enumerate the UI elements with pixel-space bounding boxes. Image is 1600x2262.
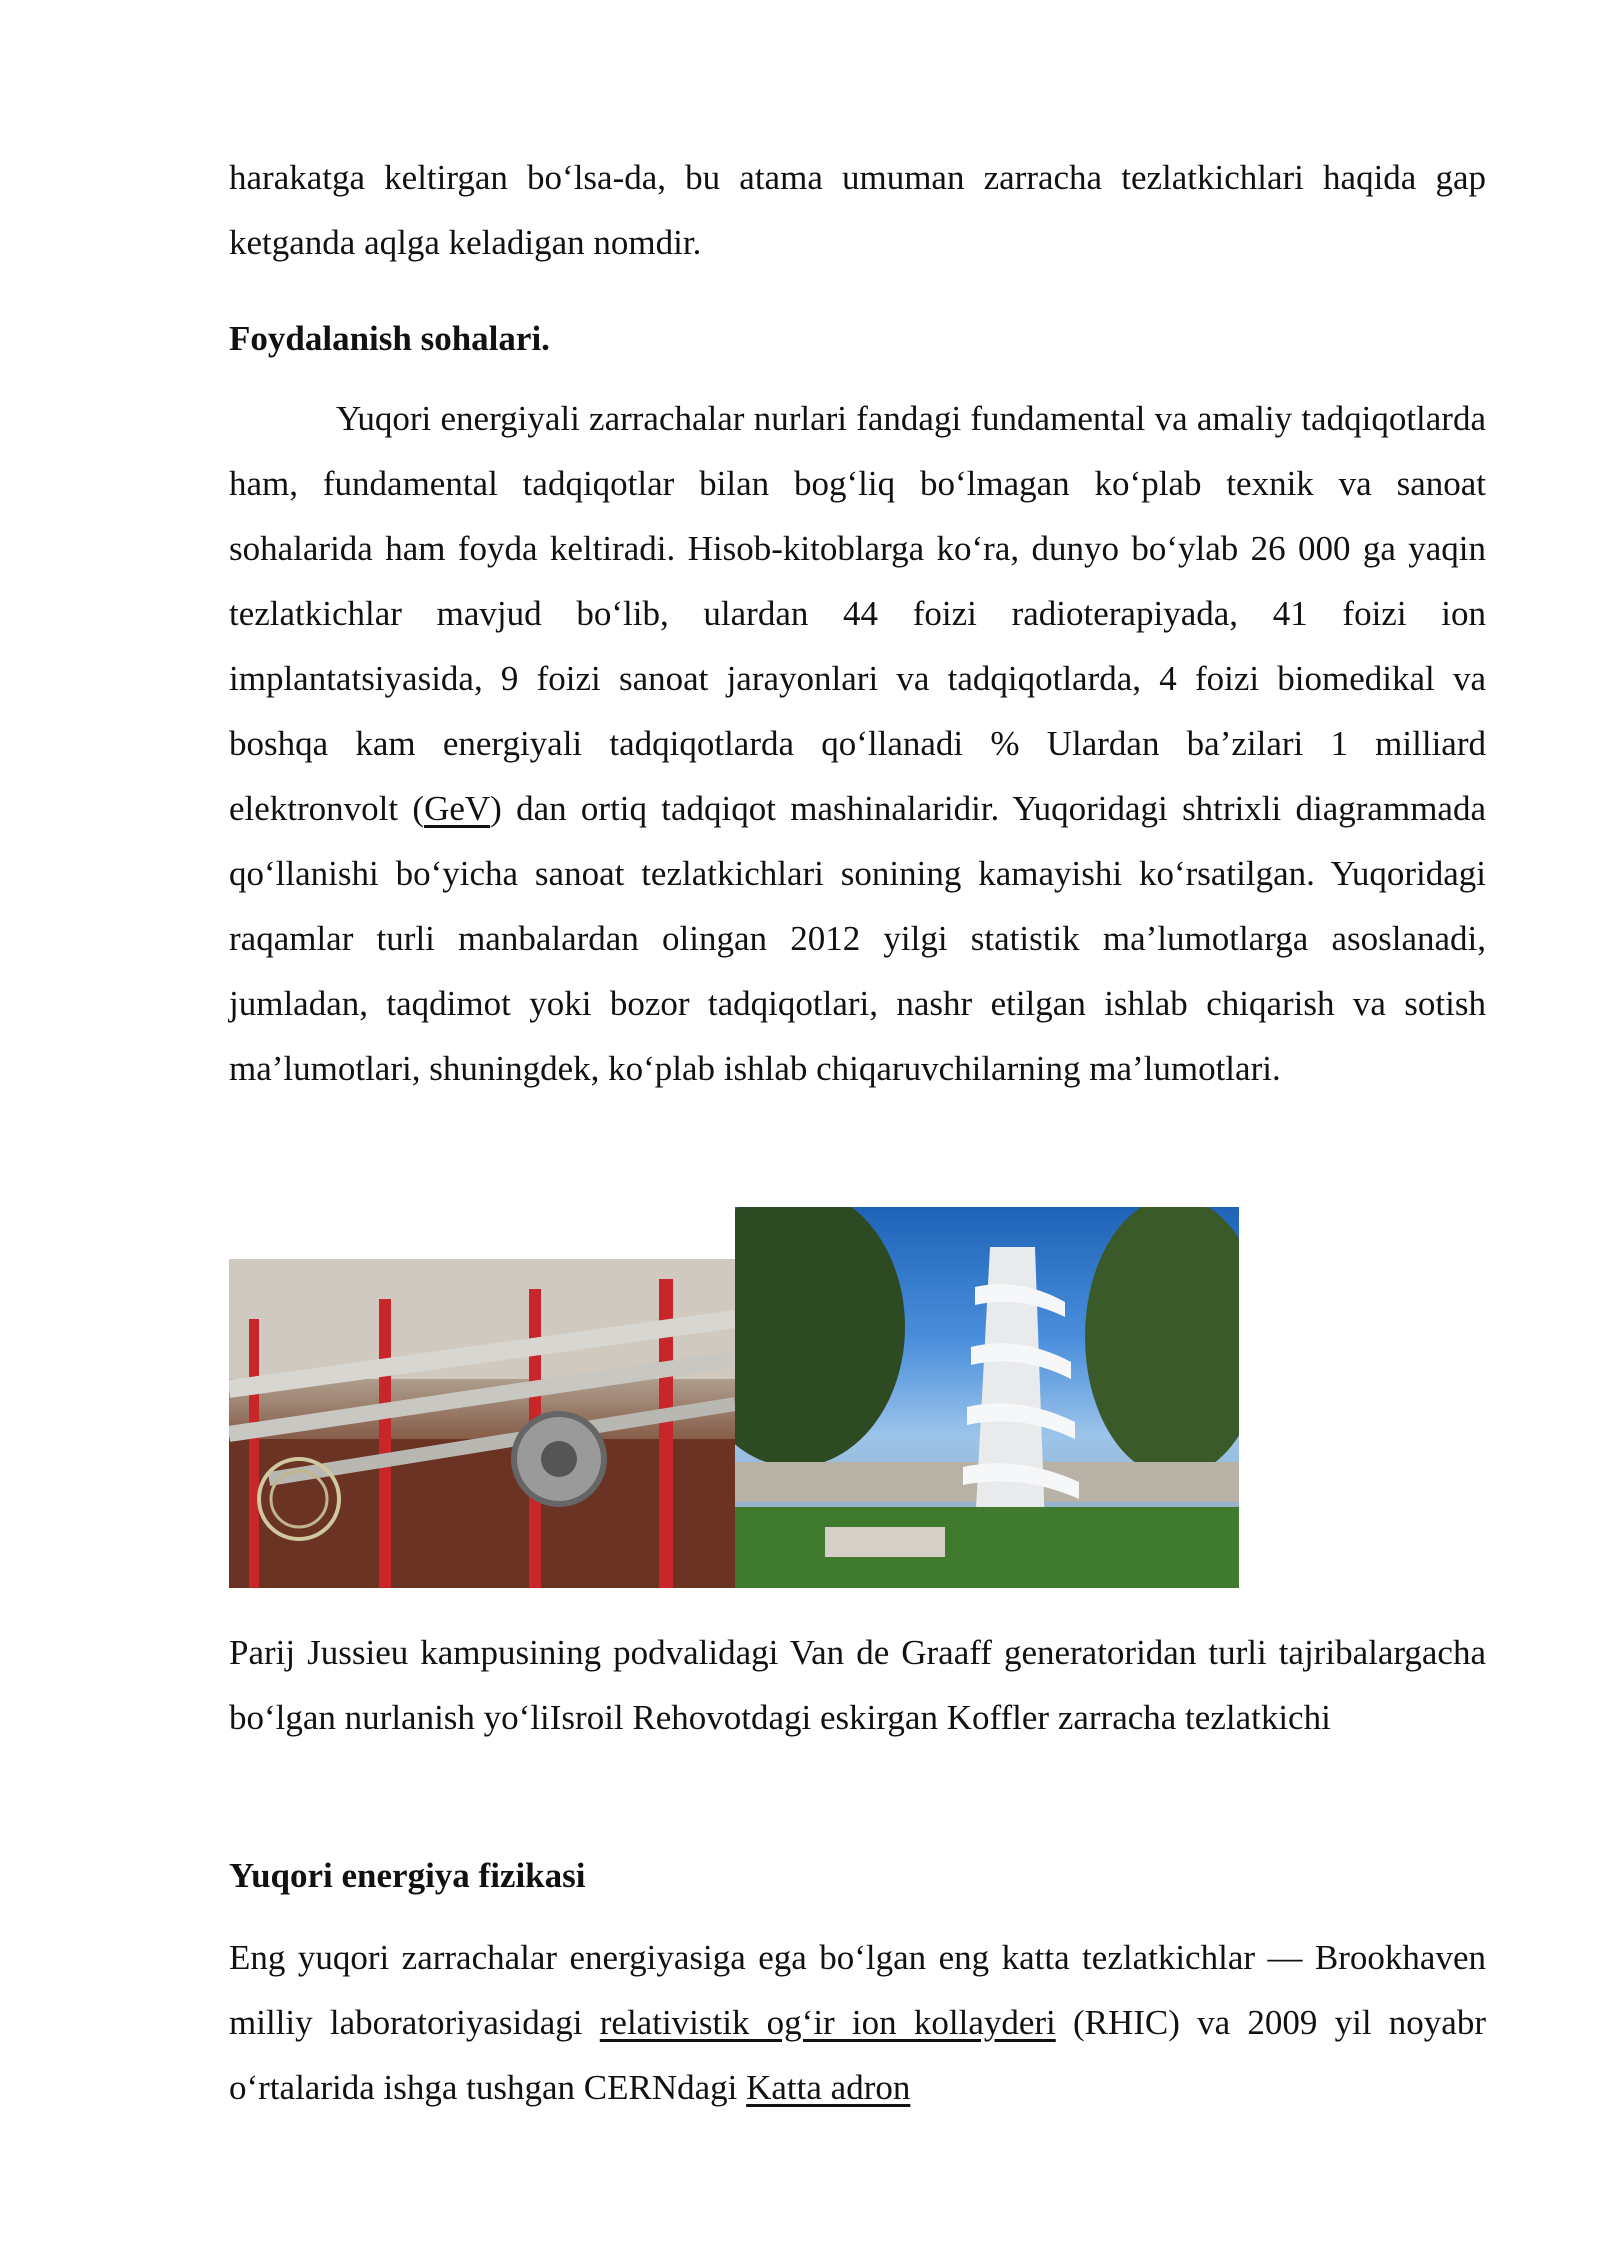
- beamline-photo: [229, 1259, 735, 1588]
- section-heading-usage: Foydalanish sohalari.: [229, 319, 550, 358]
- section-heading-high-energy-physics: Yuqori energiya fizikasi: [229, 1856, 586, 1895]
- koffler-accelerator-tower-photo: [735, 1207, 1239, 1588]
- intro-paragraph: harakatga keltirgan bo‘lsa-da, bu atama umuman zarracha tezlatkichlari haqida gap ketganda aqlga keladigan nomdir.: [229, 158, 1486, 262]
- usage-paragraph: [229, 386, 1486, 1101]
- image-caption: Parij Jussieu kampusining podvalidagi Van de Graaff generatoridan turli tajribalargacha bo‘lgan nurlanish yo‘liIsroil Rehovotdagi eskirgan Koffler zarracha tezlatkichi: [229, 1633, 1486, 1737]
- hep-text-part1: Eng yuqori zarrachalar energiyasiga ega bo‘lgan eng katta tezlatkichlar — Brookhaven milliy laboratoriyasidagi: [229, 1938, 1486, 2042]
- gev-link[interactable]: GeV: [424, 789, 491, 828]
- lhc-link[interactable]: Katta adron: [746, 2068, 911, 2107]
- high-energy-physics-paragraph: [229, 1925, 1486, 2120]
- hep-text-part2: (RHIC) va 2009 yil noyabr o‘rtalarida ishga tushgan CERNdagi: [229, 2003, 1486, 2107]
- usage-text-after-link: ) dan ortiq tadqiqot mashinalaridir. Yuqoridagi shtrixli diagrammada qo‘llanishi bo‘yicha sanoat tezlatkichlari sonining kamayishi ko‘rsatilgan. Yuqoridagi raqamlar turli manbalardan olingan 2012 yilgi statistik ma’lumotlarga asoslanadi, jumladan, taqdimot yoki bozor tadqiqotlari, nashr etilgan ishlab chiqarish va sotish ma’lumotlari, shuningdek, ko‘plab ishlab chiqaruvchilarning ma’lumotlari.: [229, 789, 1486, 1088]
- usage-text-before-link: Yuqori energiyali zarrachalar nurlari fandagi fundamental va amaliy tadqiqotlarda ham, fundamental tadqiqotlar bilan bog‘liq bo‘lmagan ko‘plab texnik va sanoat sohalarida ham foyda keltiradi. Hisob-kitoblarga ko‘ra, dunyo bo‘ylab 26 000 ga yaqin tezlatkichlar mavjud bo‘lib, ulardan 44 foizi radioterapiyada, 41 foizi ion implantatsiyasida, 9 foizi sanoat jarayonlari va tadqiqotlarda, 4 foizi biomedikal va boshqa kam energiyali tadqiqotlarda qo‘llanadi % Ulardan ba’zilari 1 milliard elektronvolt (: [229, 399, 1486, 828]
- rhic-link[interactable]: relativistik og‘ir ion kollayderi: [599, 2003, 1056, 2042]
